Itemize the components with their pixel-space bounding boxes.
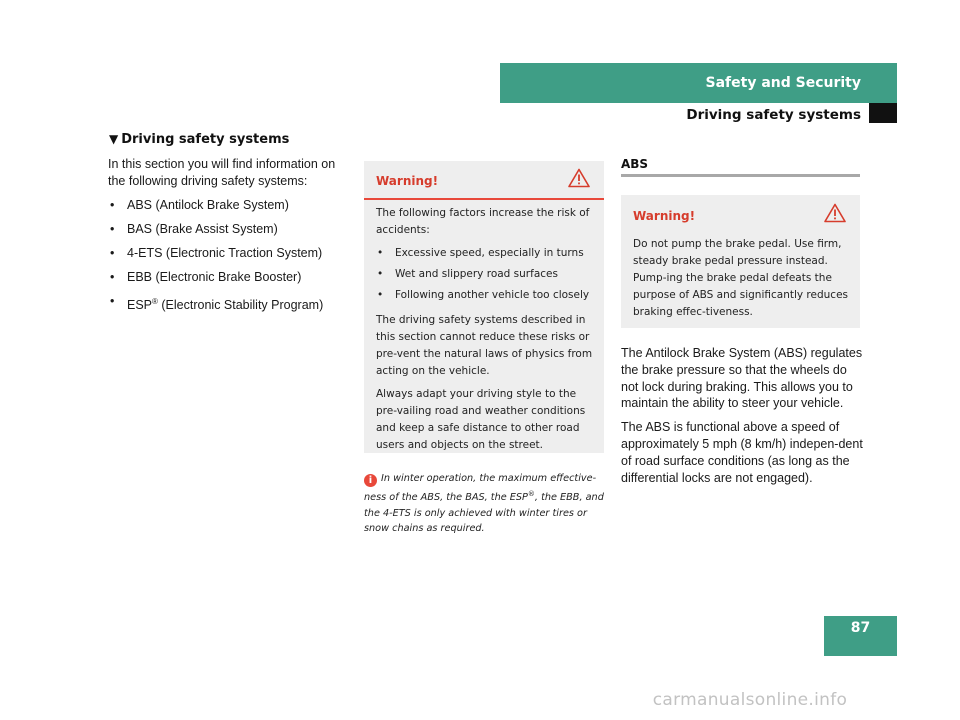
- section-header-band: [500, 63, 897, 103]
- warning-triangle-icon: [824, 203, 846, 223]
- watermark: carmanualsonline.info: [652, 690, 848, 710]
- info-note: [364, 471, 608, 537]
- info-icon: i: [364, 474, 377, 487]
- header-marker-block: [869, 103, 897, 123]
- registered-mark: ®: [527, 490, 535, 498]
- system-close: ): [318, 246, 323, 260]
- list-item: • Wet and slippery road surfaces: [376, 266, 594, 287]
- note-text: In winter operation, the maximum effective-ness of the ABS, the BAS, the ESP: [364, 473, 597, 504]
- system-close: ): [273, 222, 278, 236]
- page-title: [109, 132, 289, 147]
- list-item: • Following another vehicle too closely: [376, 287, 594, 308]
- systems-list: [108, 197, 358, 317]
- abs-heading: ABS: [621, 157, 649, 171]
- list-item: • Excessive speed, especially in turns: [376, 245, 594, 266]
- warning-body: [633, 236, 850, 327]
- warning-paragraph: Always adapt your driving style to the pre-vailing road and weather conditions and keep a safe distance to other road users and objects on the street.: [376, 388, 586, 451]
- system-abbr: EBB (: [127, 270, 160, 284]
- system-name: Electronic Brake Booster: [159, 270, 298, 284]
- list-item: [108, 293, 358, 317]
- warning-title: Warning!: [376, 174, 439, 188]
- warning-box-accidents: [364, 161, 604, 453]
- heading-rule: [621, 174, 860, 177]
- system-name: Antilock Brake System: [159, 198, 285, 212]
- risk-factor-list: [376, 245, 594, 308]
- subsection-header-title: Driving safety systems: [686, 107, 861, 123]
- warning-box-abs: [621, 195, 860, 328]
- warning-divider: [364, 198, 604, 200]
- registered-mark: ®: [152, 297, 158, 306]
- warning-paragraph: The driving safety systems described in this section cannot reduce these risks or pre-vent the natural laws of physics from acting on the vehicle.: [376, 314, 593, 377]
- system-close: ): [284, 198, 289, 212]
- warning-title: Warning!: [633, 209, 696, 223]
- system-abbr: BAS (: [127, 222, 160, 236]
- system-abbr: 4-ETS (: [127, 246, 171, 260]
- warning-intro: The following factors increase the risk of accidents:: [376, 207, 590, 236]
- warning-triangle-icon: [568, 168, 590, 188]
- abs-paragraph: The ABS is functional above a speed of approximately 5 mph (8 km/h) indepen-dent of road surface conditions (as long as the differential locks are not engaged).: [621, 420, 863, 485]
- list-item: [108, 245, 358, 269]
- note-text: , the EBB, and the 4-ETS is only achieved with winter tires or snow chains as required.: [364, 492, 604, 535]
- warning-body: [376, 205, 594, 460]
- list-item: [108, 221, 358, 245]
- system-abbr: ABS (: [127, 198, 160, 212]
- list-item: [108, 197, 358, 221]
- triangle-down-icon: ▼: [109, 132, 119, 146]
- abs-paragraph: The Antilock Brake System (ABS) regulates the brake pressure so that the wheels do not lock during braking. This allows you to maintain the ability to steer your vehicle.: [621, 346, 863, 411]
- system-abbr: ESP: [127, 298, 153, 313]
- section-header-title: Safety and Security: [705, 75, 861, 91]
- system-name: Brake Assist System: [159, 222, 274, 236]
- system-close: ): [297, 270, 302, 284]
- page-title-text: Driving safety systems: [121, 132, 290, 147]
- page-number-box: [824, 616, 897, 656]
- list-item: [108, 269, 358, 293]
- intro-paragraph: In this section you will find information on the following driving safety systems:: [108, 157, 336, 188]
- system-name: Electronic Traction System: [170, 246, 319, 260]
- system-name: (Electronic Stability Program): [157, 298, 324, 313]
- page-number: 87: [850, 620, 871, 636]
- warning-paragraph: Do not pump the brake pedal. Use firm, steady brake pedal pressure instead. Pump-ing the brake pedal defeats the purpose of ABS and significantly reduces braking effec-tiveness.: [633, 238, 849, 318]
- abs-description: [621, 345, 866, 493]
